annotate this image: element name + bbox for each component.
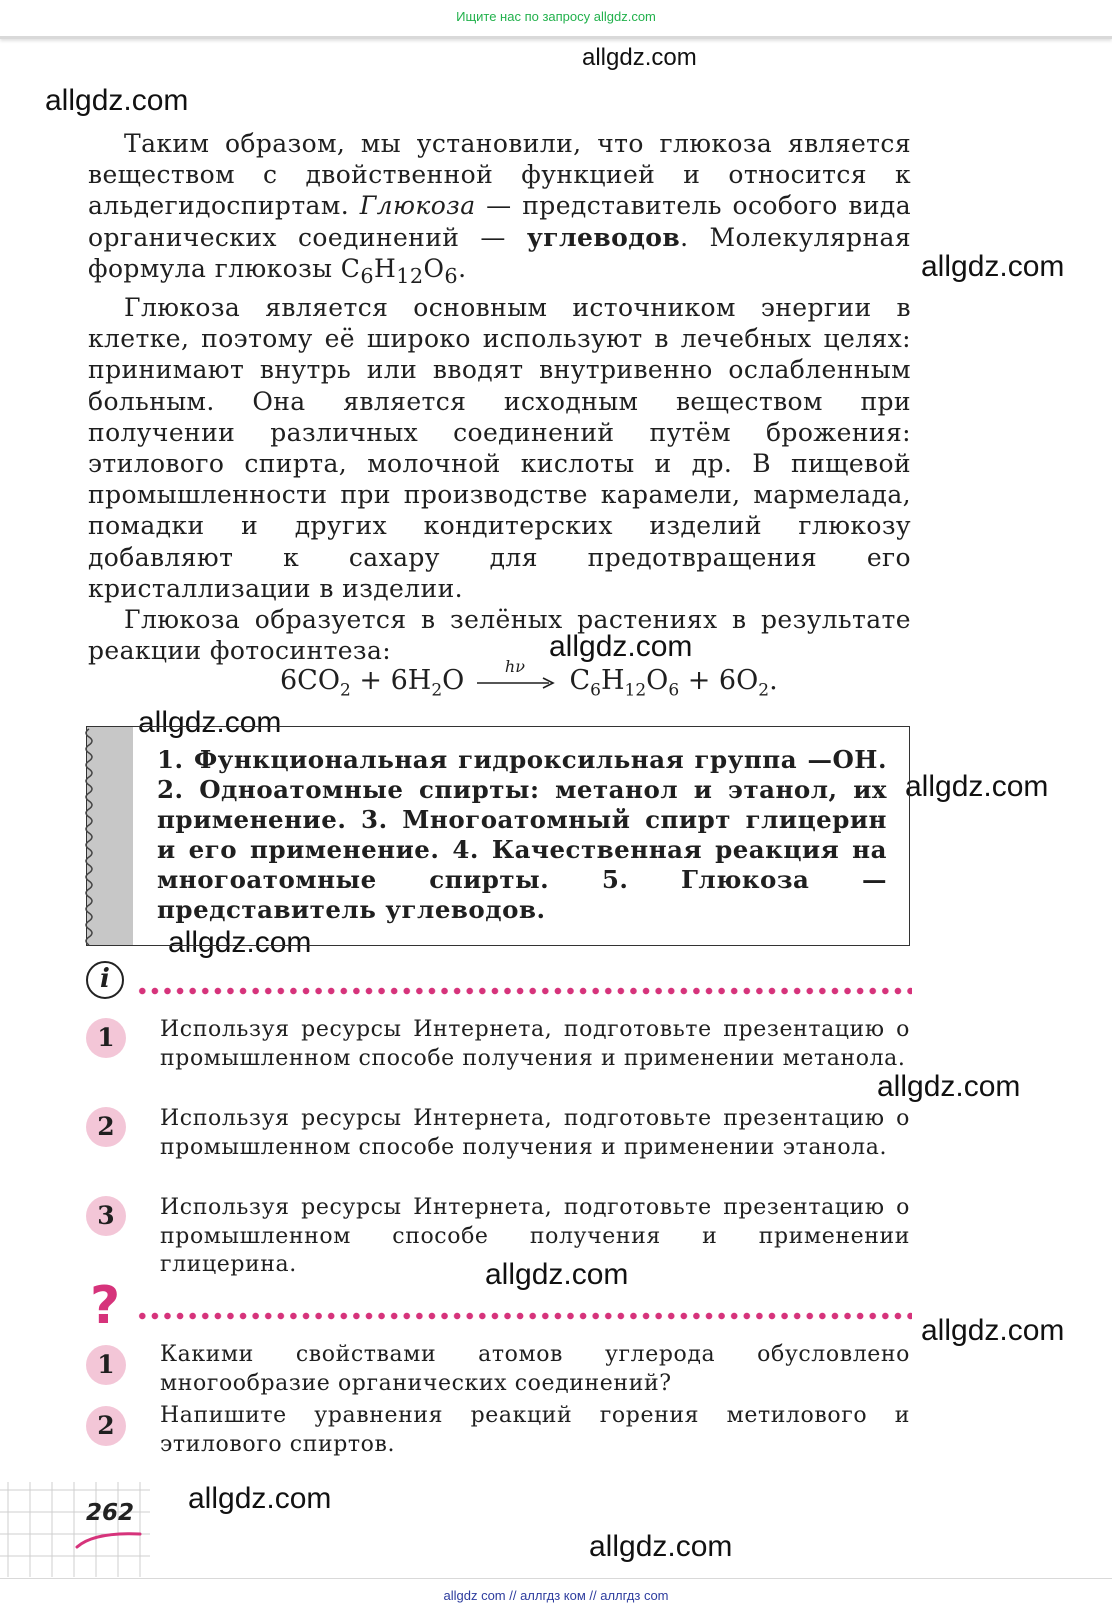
summary-box-edge: [81, 727, 97, 947]
task-item: Используя ресурсы Интернета, подготовьте презентацию о промышленном способе получения и применении метанола.: [160, 1017, 910, 1071]
dotted-divider: [136, 1312, 912, 1320]
light-energy-label: hν: [504, 656, 525, 676]
summary-box: [86, 726, 910, 946]
watermark: allgdz.com: [45, 84, 189, 117]
watermark: allgdz.com: [188, 1482, 332, 1515]
watermark: allgdz.com: [905, 770, 1049, 803]
body-text: [88, 128, 911, 666]
bottom-banner-text[interactable]: allgdz com // аллгдз ком // аллгдз com: [443, 1588, 669, 1603]
term-carbohydrates: углеводов: [526, 222, 681, 252]
dotted-divider: [136, 987, 912, 995]
page-number: 262: [86, 1500, 135, 1526]
task-number-badge: 2: [86, 1107, 126, 1147]
question-item: Напишите уравнения реакций горения метилового и этилового спиртов.: [160, 1403, 910, 1457]
term-glucose: Глюкоза: [359, 191, 476, 221]
watermark: allgdz.com: [138, 706, 282, 739]
question-number-badge: 1: [86, 1345, 126, 1385]
watermark: allgdz.com: [485, 1258, 629, 1291]
task-item: Используя ресурсы Интернета, подготовьте презентацию о промышленном способе получения и применении этанола.: [160, 1106, 910, 1160]
photosynthesis-equation: $6CO_2 + 6H_2O$ hν $C_6H_{12}O_6 + 6O_2$.: [280, 656, 778, 701]
task-number-badge: 1: [86, 1018, 126, 1058]
paragraph-glucose-definition: Таким образом, мы установили, что глюкоза является веществом с двойственной функцией и относится к альдегидоспиртам. Глюкоза — представитель особого вида органических соединений — углеводов. Молекулярная формула глюкозы $C_6H_{12}O_6$.: [88, 129, 911, 288]
paragraph-glucose-uses: Глюкоза является основным источником энергии в клетке, поэтому её широко используют в лечебных целях: принимают внутрь или вводят внутривенно ослабленным больным. Она является исходным веществом при получении различных соединений путём брожения: этилового спирта, молочной кислоты и др. В пищевой промышленности при производстве карамели, мармелада, помадки и других кондитерских изделий глюкозу добавляют к сахару для предотвращения его кристаллизации в изделии.: [88, 293, 911, 603]
watermark: allgdz.com: [921, 250, 1065, 283]
watermark: allgdz.com: [877, 1070, 1021, 1103]
watermark: allgdz.com: [921, 1314, 1065, 1347]
watermark: allgdz.com: [589, 1530, 733, 1563]
reaction-arrow-icon: [477, 656, 557, 693]
page-number-underline: [74, 1526, 144, 1550]
task-number-badge: 3: [86, 1196, 126, 1236]
bottom-banner: [0, 1578, 1112, 1615]
top-banner: [0, 0, 1112, 39]
task-item: Используя ресурсы Интернета, подготовьте презентацию о промышленном способе получения и применении глицерина.: [160, 1195, 910, 1277]
info-icon: i: [86, 961, 124, 999]
top-banner-text[interactable]: Ищите нас по запросу allgdz.com: [456, 9, 656, 24]
paragraph-photosynthesis: Глюкоза образуется в зелёных растениях в результате реакции фотосинтеза:: [88, 605, 911, 666]
watermark: allgdz.com: [582, 44, 697, 71]
question-icon: ?: [90, 1276, 121, 1336]
watermark: allgdz.com: [168, 926, 312, 959]
watermark: allgdz.com: [549, 630, 693, 663]
question-item: Какими свойствами атомов углерода обусловлено многообразие органических соединений?: [160, 1342, 910, 1396]
summary-box-text: 1. Функциональная гидроксильная группа —OH. 2. Одноатомные спирты: метанол и этанол, их применение. 3. Многоатомный спирт глицерин и его применение. 4. Качественная реакция на многоатомные спирты. 5. Глюкоза — представитель углеводов.: [157, 745, 887, 924]
question-number-badge: 2: [86, 1406, 126, 1446]
